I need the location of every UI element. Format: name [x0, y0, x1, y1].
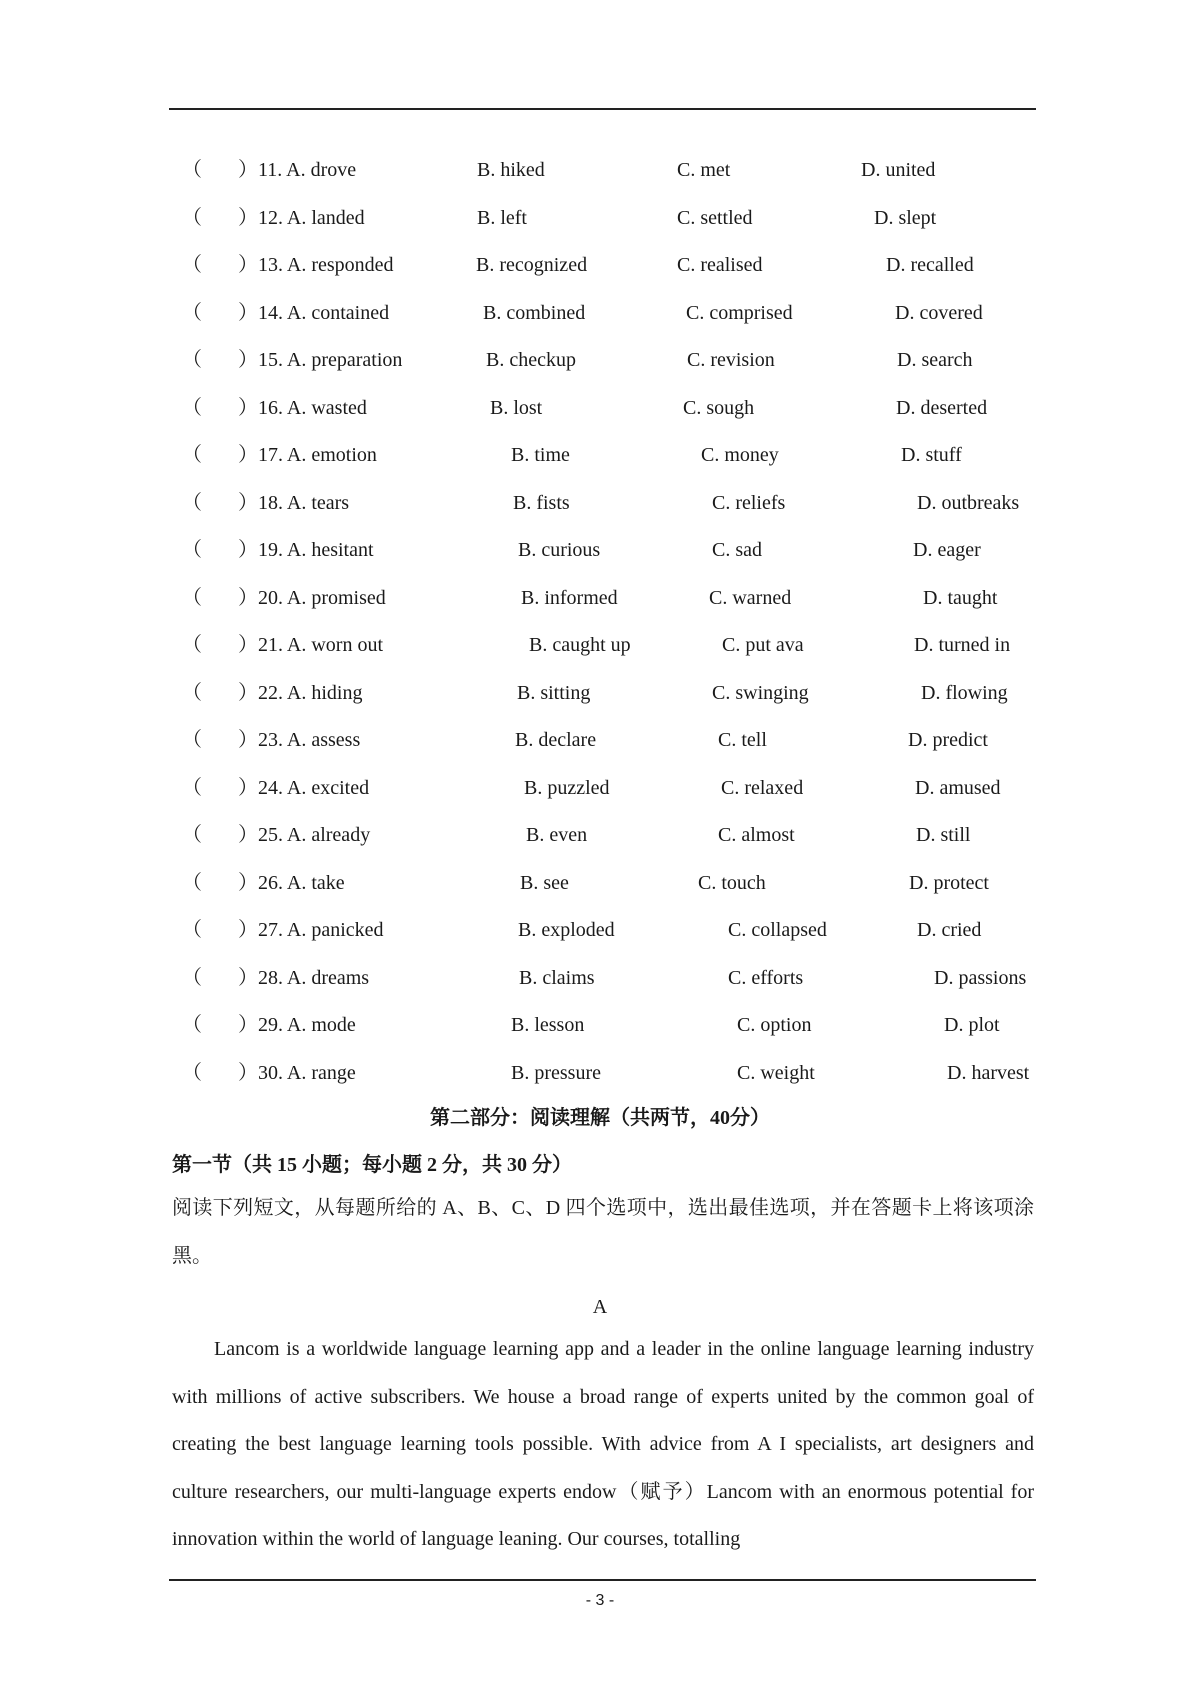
answer-blank-open: （: [182, 159, 202, 181]
option-a: 26. A. take: [258, 871, 345, 894]
option-c: C. touch: [698, 871, 766, 894]
footer-rule: [169, 1579, 1036, 1581]
option-d: D. deserted: [896, 396, 988, 419]
instructions: 阅读下列短文，从每题所给的 A、B、C、D 四个选项中，选出最佳选项，并在答题卡上将该项涂黑。: [172, 1197, 1034, 1267]
option-a: 23. A. assess: [258, 729, 361, 751]
question-row: [0, 583, 1200, 613]
question-row: [0, 725, 1200, 755]
answer-blank-open: （: [182, 254, 202, 276]
question-row: [0, 630, 1200, 660]
question-row: [0, 203, 1200, 233]
answer-blank-close: ）: [238, 254, 258, 276]
option-a: 14. A. contained: [258, 301, 390, 324]
option-b: B. puzzled: [524, 776, 610, 799]
option-b: B. lost: [490, 396, 543, 419]
option-a: 28. A. dreams: [258, 966, 370, 989]
option-a: 25. A. already: [258, 824, 371, 846]
option-b: B. checkup: [486, 349, 576, 371]
question-row: [0, 250, 1200, 280]
answer-blank-open: （: [182, 491, 202, 514]
answer-blank-close: ）: [238, 159, 258, 181]
answer-blank-open: （: [182, 776, 202, 799]
option-b: B. combined: [483, 301, 586, 324]
option-b: B. informed: [521, 586, 618, 609]
option-d: D. recalled: [886, 254, 974, 276]
option-c: C. collapsed: [728, 919, 827, 941]
option-b: B. pressure: [511, 1061, 601, 1084]
question-row: [0, 345, 1200, 375]
option-b: B. left: [477, 206, 527, 229]
question-row: [0, 678, 1200, 708]
option-a: 27. A. panicked: [258, 919, 384, 941]
answer-blank-close: ）: [238, 729, 258, 751]
section1-title: 第一节（共 15 小题；每小题 2 分，共 30 分）: [172, 1154, 572, 1176]
answer-blank-open: （: [182, 444, 202, 466]
option-c: C. settled: [677, 206, 753, 229]
option-d: D. flowing: [921, 681, 1008, 704]
option-b: B. see: [520, 871, 569, 894]
option-c: C. money: [701, 444, 779, 466]
option-c: C. comprised: [686, 301, 793, 324]
option-b: B. curious: [518, 539, 601, 561]
option-c: C. relaxed: [721, 776, 804, 799]
option-d: D. predict: [908, 729, 988, 751]
option-a: 24. A. excited: [258, 776, 370, 799]
answer-blank-open: （: [182, 871, 202, 894]
option-a: 13. A. responded: [258, 254, 394, 276]
option-a: 18. A. tears: [258, 491, 350, 514]
passage-label: A: [592, 1296, 608, 1318]
answer-blank-open: （: [182, 301, 202, 324]
option-d: D. covered: [895, 301, 983, 324]
question-row: [0, 1010, 1200, 1040]
option-b: B. claims: [519, 966, 595, 989]
option-c: C. almost: [718, 824, 795, 846]
option-a: 29. A. mode: [258, 1014, 356, 1036]
option-b: B. hiked: [477, 159, 545, 181]
option-a: 21. A. worn out: [258, 634, 383, 656]
option-a: 12. A. landed: [258, 206, 365, 229]
question-row: [0, 820, 1200, 850]
option-d: D. search: [897, 349, 973, 371]
answer-blank-close: ）: [238, 539, 258, 561]
option-d: D. plot: [944, 1014, 1000, 1036]
header-rule: [169, 108, 1036, 110]
option-a: 19. A. hesitant: [258, 539, 374, 561]
option-b: B. lesson: [511, 1014, 585, 1036]
answer-blank-close: ）: [238, 586, 258, 609]
option-a: 15. A. preparation: [258, 349, 403, 371]
answer-blank-close: ）: [238, 396, 258, 419]
option-a: 22. A. hiding: [258, 681, 363, 704]
answer-blank-close: ）: [238, 206, 258, 229]
option-d: D. protect: [909, 871, 989, 894]
option-d: D. harvest: [947, 1061, 1030, 1084]
option-c: C. sough: [683, 396, 755, 419]
question-row: [0, 393, 1200, 423]
option-b: B. recognized: [476, 254, 588, 276]
question-row: [0, 868, 1200, 898]
question-row: [0, 298, 1200, 328]
answer-blank-close: ）: [238, 1061, 258, 1084]
question-row: [0, 155, 1200, 185]
option-c: C. realised: [677, 254, 763, 276]
option-c: C. tell: [718, 729, 767, 751]
answer-blank-open: （: [182, 539, 202, 561]
option-d: D. turned in: [914, 634, 1011, 656]
answer-blank-open: （: [182, 1061, 202, 1084]
answer-blank-close: ）: [238, 871, 258, 894]
question-row: [0, 1058, 1200, 1088]
question-row: [0, 773, 1200, 803]
option-a: 11. A. drove: [258, 159, 357, 181]
answer-blank-close: ）: [238, 1014, 258, 1036]
question-row: [0, 440, 1200, 470]
answer-blank-open: （: [182, 824, 202, 846]
option-c: C. swinging: [712, 681, 809, 704]
answer-blank-open: （: [182, 396, 202, 419]
answer-blank-close: ）: [238, 301, 258, 324]
option-d: D. slept: [874, 206, 937, 229]
answer-blank-open: （: [182, 919, 202, 941]
option-c: C. met: [677, 159, 731, 181]
option-b: B. caught up: [529, 634, 631, 656]
option-b: B. time: [511, 444, 570, 466]
option-a: 17. A. emotion: [258, 444, 377, 466]
option-c: C. efforts: [728, 966, 804, 989]
option-c: C. option: [737, 1014, 812, 1036]
option-d: D. passions: [934, 966, 1027, 989]
option-b: B. exploded: [518, 919, 615, 941]
answer-blank-open: （: [182, 1014, 202, 1036]
option-a: 16. A. wasted: [258, 396, 367, 419]
option-b: B. fists: [513, 491, 570, 514]
question-row: [0, 535, 1200, 565]
answer-blank-close: ）: [238, 634, 258, 656]
page-number: - 3 -: [585, 1592, 615, 1609]
answer-blank-close: ）: [238, 966, 258, 989]
answer-blank-close: ）: [238, 444, 258, 466]
option-c: C. weight: [737, 1061, 815, 1084]
answer-blank-open: （: [182, 729, 202, 751]
answer-blank-open: （: [182, 966, 202, 989]
option-a: 20. A. promised: [258, 586, 386, 609]
question-row: [0, 963, 1200, 993]
option-c: C. sad: [712, 539, 762, 561]
answer-blank-open: （: [182, 586, 202, 609]
option-d: D. cried: [917, 919, 982, 941]
answer-blank-open: （: [182, 634, 202, 656]
option-c: C. revision: [687, 349, 775, 371]
part2-title: 第二部分：阅读理解（共两节，40分）: [430, 1107, 770, 1129]
question-row: [0, 488, 1200, 518]
option-d: D. united: [861, 159, 936, 181]
question-row: [0, 915, 1200, 945]
passage-text: Lancom is a worldwide language learning app and a leader in the online language learning industry with millions of active subscribers. We house a broad range of experts united by the common goal of creating the best language learning tools possible. With advice from A I specialists, art designers and culture researchers, our multi-language experts endow（赋予）Lancom with an enormous potential for innovation within the world of language leaning. Our courses, totalling: [172, 1338, 1034, 1550]
option-b: B. sitting: [517, 681, 591, 704]
answer-blank-close: ）: [238, 824, 258, 846]
option-c: C. put ava: [722, 634, 804, 656]
option-c: C. warned: [709, 586, 792, 609]
option-c: C. reliefs: [712, 491, 786, 514]
answer-blank-open: （: [182, 206, 202, 229]
option-b: B. even: [526, 824, 588, 846]
answer-blank-close: ）: [238, 776, 258, 799]
option-d: D. taught: [923, 586, 998, 609]
answer-blank-close: ）: [238, 491, 258, 514]
option-d: D. amused: [915, 776, 1001, 799]
answer-blank-open: （: [182, 349, 202, 371]
option-d: D. stuff: [901, 444, 962, 466]
option-d: D. eager: [913, 539, 981, 561]
option-a: 30. A. range: [258, 1061, 356, 1084]
answer-blank-close: ）: [238, 681, 258, 704]
answer-blank-close: ）: [238, 349, 258, 371]
answer-blank-open: （: [182, 681, 202, 704]
option-d: D. still: [916, 824, 971, 846]
option-d: D. outbreaks: [917, 491, 1020, 514]
option-b: B. declare: [515, 729, 597, 751]
answer-blank-close: ）: [238, 919, 258, 941]
